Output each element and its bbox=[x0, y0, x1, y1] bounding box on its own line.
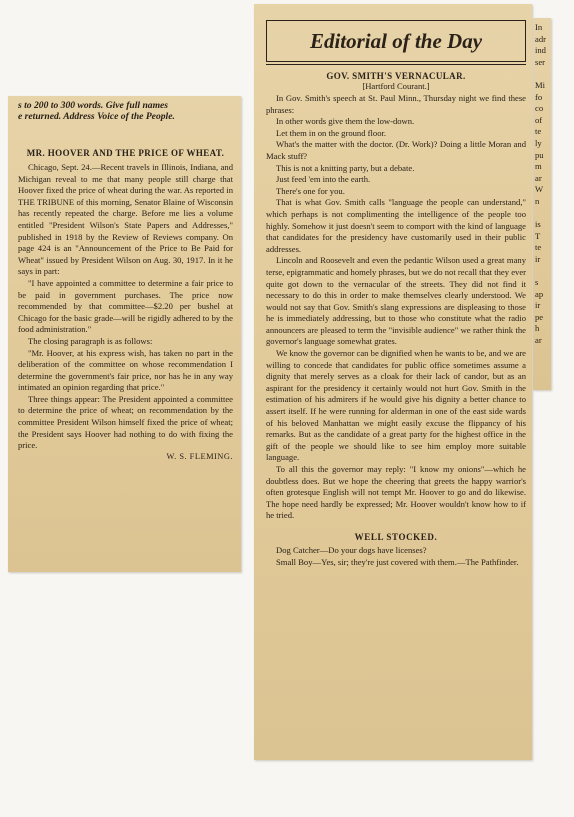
strip-fragment: pe bbox=[535, 311, 544, 322]
strip-fragment: te bbox=[535, 242, 542, 253]
letter-paragraph: "I have appointed a committee to determine a fair price to be paid in government purchases. The price now recommended by that committee—$2.20 per bushel at Chicago for the basic grade—will be rigidly adhered to by the food administration." bbox=[18, 277, 233, 335]
letter-headline: MR. HOOVER AND THE PRICE OF WHEAT. bbox=[26, 148, 225, 158]
letter-paragraph: Chicago, Sept. 24.—Recent travels in Illinois, Indiana, and Michigan reveal to me that many people still charge that Hoover fixed the price of wheat during the war. As reported in THE TRIBUNE of this morning, Senator Blaine of Wisconsin has recently repeated the charge. Before me lies a volume entitled "President Wilson's State Papers and Addresses," published in 1918 by the Review of Reviews company. On page 424 is an "Announcement of the Price to Be Paid for Wheat" issued by President Wilson on Aug. 30, 1917. In it he says in part: bbox=[18, 162, 233, 277]
strip-fragment: pu bbox=[535, 149, 544, 160]
editorial-clipping bbox=[254, 4, 532, 760]
letter-paragraph: The closing paragraph is as follows: bbox=[28, 335, 153, 346]
editorial-paragraph: We know the governor can be dignified when he wants to be, and we are willing to concede that candidates for public office sometimes assume a dignity that merely serves as a cloak for their lack of candor, but as an aspirant for the presidency it certainly would not hurt Gov. Smith in the estimation of his admirers if he would give his dignity a better chance to assert itself. If he were running for alderman in one of the east side wards of his beloved Manhattan we might easily excuse the flippancy of his remarks. But as the candidate of a great party for the highest office in the gift of the people we should like to see him employ more suitable language. bbox=[266, 348, 526, 463]
letter-clipping bbox=[8, 96, 241, 572]
editorial-banner: Editorial of the Day bbox=[266, 20, 526, 62]
strip-fragment: T bbox=[535, 230, 541, 241]
editorial-intro: In Gov. Smith's speech at St. Paul Minn., Thursday night we find these phrases: bbox=[266, 93, 526, 115]
submission-notice bbox=[18, 100, 233, 122]
strip-fragment: h bbox=[535, 323, 540, 334]
strip-fragment: is bbox=[535, 219, 541, 230]
letter-paragraph: Three things appear: The President appointed a committee to determine the price of wheat; on recommendation by the committee President Wilson himself fixed the price of wheat; the President says Hoover had nothing to do with fixing the price. bbox=[18, 393, 233, 451]
editorial-source: [Hartford Courant.] bbox=[362, 81, 430, 91]
adjacent-column-strip bbox=[533, 18, 551, 390]
letter-signature: W. S. FLEMING. bbox=[166, 451, 233, 461]
editorial-paragraph: To all this the governor may reply: "I know my onions"—which he doubtless does. But we hope the cheering that greets the happy warrior's often grotesque English will not tempt Mr. Hoover to go and do likewise. The hope need hardly be expressed; Mr. Hoover wouldn't know how to if he tried. bbox=[266, 464, 526, 521]
strip-fragment: te bbox=[535, 126, 542, 137]
strip-fragment: ir bbox=[535, 300, 541, 311]
quoted-phrase: This is not a knitting party, but a debate. bbox=[276, 162, 415, 173]
strip-fragment: ly bbox=[535, 137, 542, 148]
editorial-headline: GOV. SMITH'S VERNACULAR. bbox=[326, 71, 466, 81]
notice-line: e returned. Address Voice of the People. bbox=[18, 111, 175, 122]
strip-fragment: of bbox=[535, 114, 543, 125]
strip-fragment: Mi bbox=[535, 79, 546, 90]
strip-fragment bbox=[535, 265, 551, 277]
strip-fragment: co bbox=[535, 103, 544, 114]
strip-fragment bbox=[535, 68, 551, 80]
strip-fragment: In bbox=[535, 22, 543, 32]
strip-fragment: ar bbox=[535, 335, 542, 346]
strip-fragment: ap bbox=[535, 288, 544, 299]
strip-fragment: adr bbox=[535, 33, 546, 44]
joke-line: Small Boy—Yes, sir; they're just covered with them.—The Pathfinder. bbox=[276, 556, 519, 567]
strip-fragments bbox=[535, 22, 551, 347]
joke-headline: WELL STOCKED. bbox=[354, 531, 438, 542]
strip-fragment bbox=[535, 208, 551, 220]
quoted-phrase: Just feed 'em into the earth. bbox=[276, 174, 371, 185]
letter-paragraph: "Mr. Hoover, at his express wish, has taken no part in the deliberation of the committee on whose recommendation I determine the government's fair price, nor has he in any way intimated an opinion regarding that price." bbox=[18, 347, 233, 393]
quoted-phrase: There's one for you. bbox=[276, 185, 345, 196]
strip-fragment: s bbox=[535, 277, 539, 288]
quoted-phrase: What's the matter with the doctor. (Dr. Work)? Doing a little Moran and Mack stuff? bbox=[266, 139, 526, 161]
quoted-phrase: In other words give them the low-down. bbox=[276, 116, 415, 127]
quoted-phrase: Let them in on the ground floor. bbox=[276, 127, 387, 138]
editorial-paragraph: Lincoln and Roosevelt and even the pedantic Wilson used a great many terse, epigrammatic and homely phrases, but we do not recall that they ever quite got down to the vernacular of the streets. They did not find it necessary to do this in order to make themselves clearly understood. We would not say that Gov. Smith's slang expressions are displeasing to those he is immediately addressing, but to those who constitute what the radio announcers are pleased to term the "invisible audience" we rather think the governor's language somewhat grates. bbox=[266, 255, 526, 347]
editorial-paragraph: That is what Gov. Smith calls "language the people can understand," which perhaps is not complimenting the intelligence of the people too highly. Somehow it just doesn't seem to comport with the kind of language that candidates for the presidency have customarily used in their public addresses. bbox=[266, 197, 526, 254]
strip-fragment: ir bbox=[535, 253, 541, 264]
banner-rule bbox=[266, 64, 526, 65]
strip-fragment: ser bbox=[535, 56, 546, 67]
strip-fragment: m bbox=[535, 161, 542, 172]
notice-line: s to 200 to 300 words. Give full names bbox=[18, 100, 169, 111]
strip-fragment: n bbox=[535, 195, 540, 206]
strip-fragment: ar bbox=[535, 172, 542, 183]
strip-fragment: ind bbox=[535, 45, 546, 56]
joke-line: Dog Catcher—Do your dogs have licenses? bbox=[276, 544, 427, 555]
strip-fragment: W bbox=[535, 184, 544, 195]
strip-fragment: fo bbox=[535, 91, 543, 102]
